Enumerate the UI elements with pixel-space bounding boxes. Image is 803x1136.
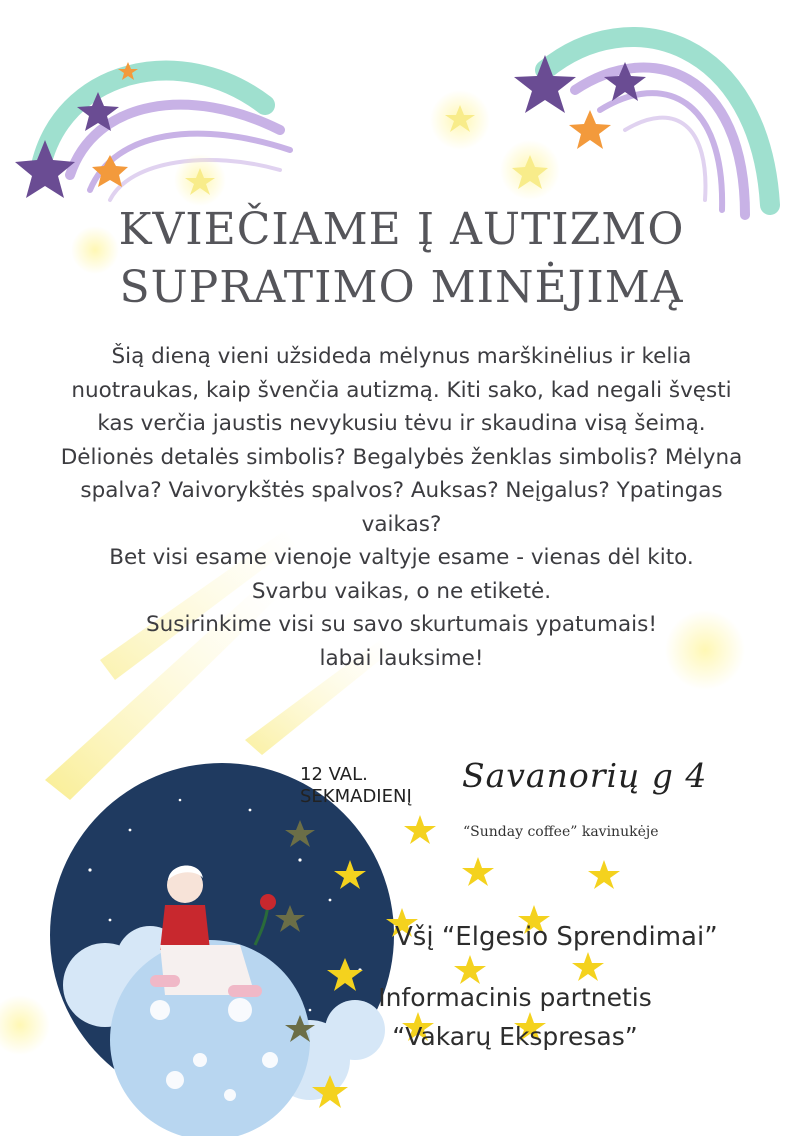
body-line: Svarbu vaikas, o ne etiketė.	[251, 578, 552, 604]
body-line: labai lauksime!	[319, 645, 484, 671]
body-line: nuotraukas, kaip švenčia autizmą. Kiti sako, kad negali švęsti	[71, 377, 732, 403]
body-line: kas verčia jaustis nevykusiu tėvu ir skaudina visą šeimą.	[97, 411, 706, 436]
rainbow-left-icon	[40, 71, 290, 200]
event-venue: “Sunday coffee” kavinukėje	[463, 824, 659, 840]
title-line-1: KVIEČIAME Į AUTIZMO	[118, 204, 685, 255]
body-line: spalva? Vaivorykštės spalvos? Auksas? Neįgalus? Ypatingas	[80, 478, 723, 503]
body-line: vaikas?	[361, 511, 442, 537]
partner-label: Informacinis partnetis	[378, 983, 652, 1012]
partner-name: “Vakarų Ekspresas”	[392, 1022, 638, 1051]
organizer-name: Všį “Elgesio Sprendimai”	[395, 922, 718, 952]
event-day: SEKMADIENĮ	[300, 786, 412, 807]
body-line: Dėlionės detalės simbolis? Begalybės ženklas simbolis? Mėlyna	[60, 444, 743, 470]
body-line: Susirinkime visi su savo skurtumais ypatumais!	[146, 612, 657, 637]
body-line: Bet visi esame vienoje valtyje esame - vienas dėl kito.	[109, 545, 694, 570]
body-line: Šią dieną vieni užsideda mėlynus marškinėlius ir kelia	[111, 344, 692, 369]
title-line-2: SUPRATIMO MINĖJIMĄ	[119, 262, 684, 313]
night-sky-illustration	[50, 763, 394, 1136]
event-time: 12 VAL.	[300, 764, 368, 785]
event-address: Savanorių g 4	[462, 756, 708, 795]
event-time-block	[300, 764, 412, 808]
body-paragraph	[20, 340, 783, 675]
